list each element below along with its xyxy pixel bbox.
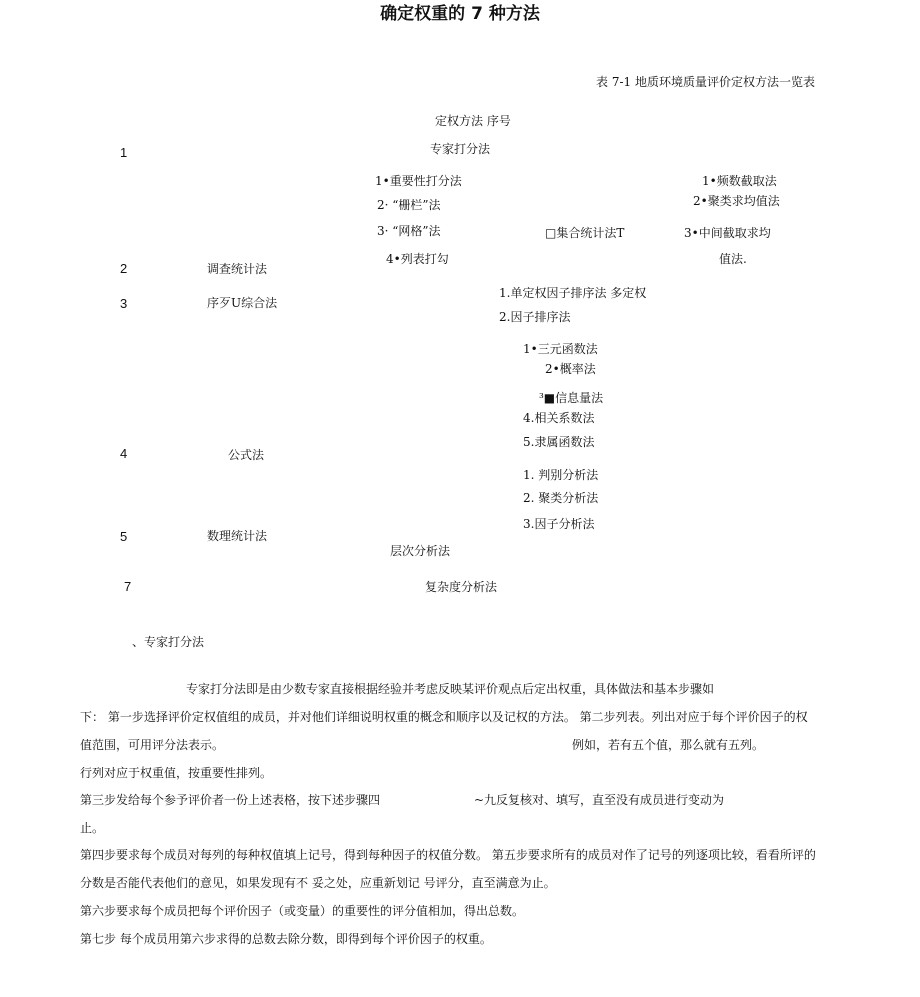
paragraph-line-10: 第七步 每个成员用第六步求得的总数去除分数，即得到每个评价因子的权重。 — [80, 932, 492, 946]
paragraph-line-9: 第六步要求每个成员把每个评价因子（或变量）的重要性的评分值相加，得出总数。 — [80, 904, 525, 918]
row-number-7: 7 — [124, 579, 132, 594]
method-mathematical-statistics: 数理统计法 — [207, 529, 268, 543]
paragraph-line-1: 专家打分法即是由少数专家直接根据经验并考虑反映某评价观点后定出权重，具体做法和基本步骤如 — [186, 682, 715, 696]
table-caption: 表 7-1 地质环境质量评价定权方法一览表 — [596, 75, 815, 89]
row-number-1: 1 — [120, 145, 128, 160]
section-heading: 、专家打分法 — [132, 635, 205, 649]
paragraph-line-3b: 例如，若有五个值，那么就有五列。 — [572, 738, 765, 752]
row-number-4: 4 — [120, 446, 128, 461]
method-complexity-analysis: 复杂度分析法 — [425, 580, 498, 594]
paragraph-line-5b: ~九反复核对、填写，直至没有成员进行变动为 — [474, 793, 725, 807]
table-header: 定权方法 序号 — [435, 114, 511, 128]
formula-sub-4: 4.相关系数法 — [523, 411, 595, 425]
stat-sub-3: 3.因子分析法 — [523, 517, 595, 531]
method-expert-scoring: 专家打分法 — [430, 142, 491, 156]
method-formula: 公式法 — [228, 448, 265, 462]
page-title: 确定权重的 7 种方法 — [380, 4, 540, 24]
stat-sub-2: 2. 聚类分析法 — [523, 491, 599, 505]
right-sub-2: 2•聚类求均值法 — [693, 194, 780, 208]
survey-sub-4: 4•列表打勾 — [386, 252, 449, 266]
method-sequential-synthesis: 序歹U综合法 — [207, 296, 278, 310]
survey-sub-1: 1•重要性打分法 — [375, 174, 462, 188]
survey-sub-3: 3· “网格”法 — [377, 224, 441, 238]
formula-sub-1: 1•三元函数法 — [523, 342, 598, 356]
right-sub-4: 值法. — [719, 252, 747, 266]
set-statistics-method: □集合统计法T — [545, 226, 625, 240]
paragraph-line-2: 下： 第一步选择评价定权值组的成员，并对他们详细说明权重的概念和顺序以及记权的方法。 第二步列表。列出对应于每个评价因子的权 — [80, 710, 808, 724]
stat-sub-1: 1. 判别分析法 — [523, 468, 599, 482]
row-number-2: 2 — [120, 261, 128, 276]
paragraph-line-5: 第三步发给每个参予评价者一份上述表格，按下述步骤四 — [80, 793, 381, 807]
method-ahp: 层次分析法 — [390, 544, 451, 558]
paragraph-line-3: 值范围，可用评分法表示。 — [80, 738, 225, 752]
method-survey-statistics: 调查统计法 — [207, 262, 268, 276]
formula-sub-5: 5.隶属函数法 — [523, 435, 595, 449]
row-number-3: 3 — [120, 296, 128, 311]
right-sub-3: 3•中间截取求均 — [684, 226, 771, 240]
paragraph-line-7: 第四步要求每个成员对每列的每种权值填上记号，得到每种因子的权值分数。 第五步要求所有的成员对作了记号的列逐项比较，看看所评的 — [80, 848, 816, 862]
row-number-5: 5 — [120, 529, 128, 544]
survey-sub-2: 2· “栅栏”法 — [377, 198, 441, 212]
order-sub-1: 1.单定权因子排序法 多定权 — [499, 286, 647, 300]
right-sub-1: 1•频数截取法 — [702, 174, 777, 188]
paragraph-line-4: 行列对应于权重值，按重要性排列。 — [80, 766, 273, 780]
paragraph-line-6: 止。 — [80, 821, 105, 835]
paragraph-line-8: 分数是否能代表他们的意见，如果发现有不 妥之处，应重新划记 号评分，直至满意为止。 — [80, 876, 556, 890]
order-sub-2: 2.因子排序法 — [499, 310, 571, 324]
formula-sub-3: ³■信息量法 — [539, 391, 604, 405]
formula-sub-2: 2•概率法 — [545, 362, 596, 376]
